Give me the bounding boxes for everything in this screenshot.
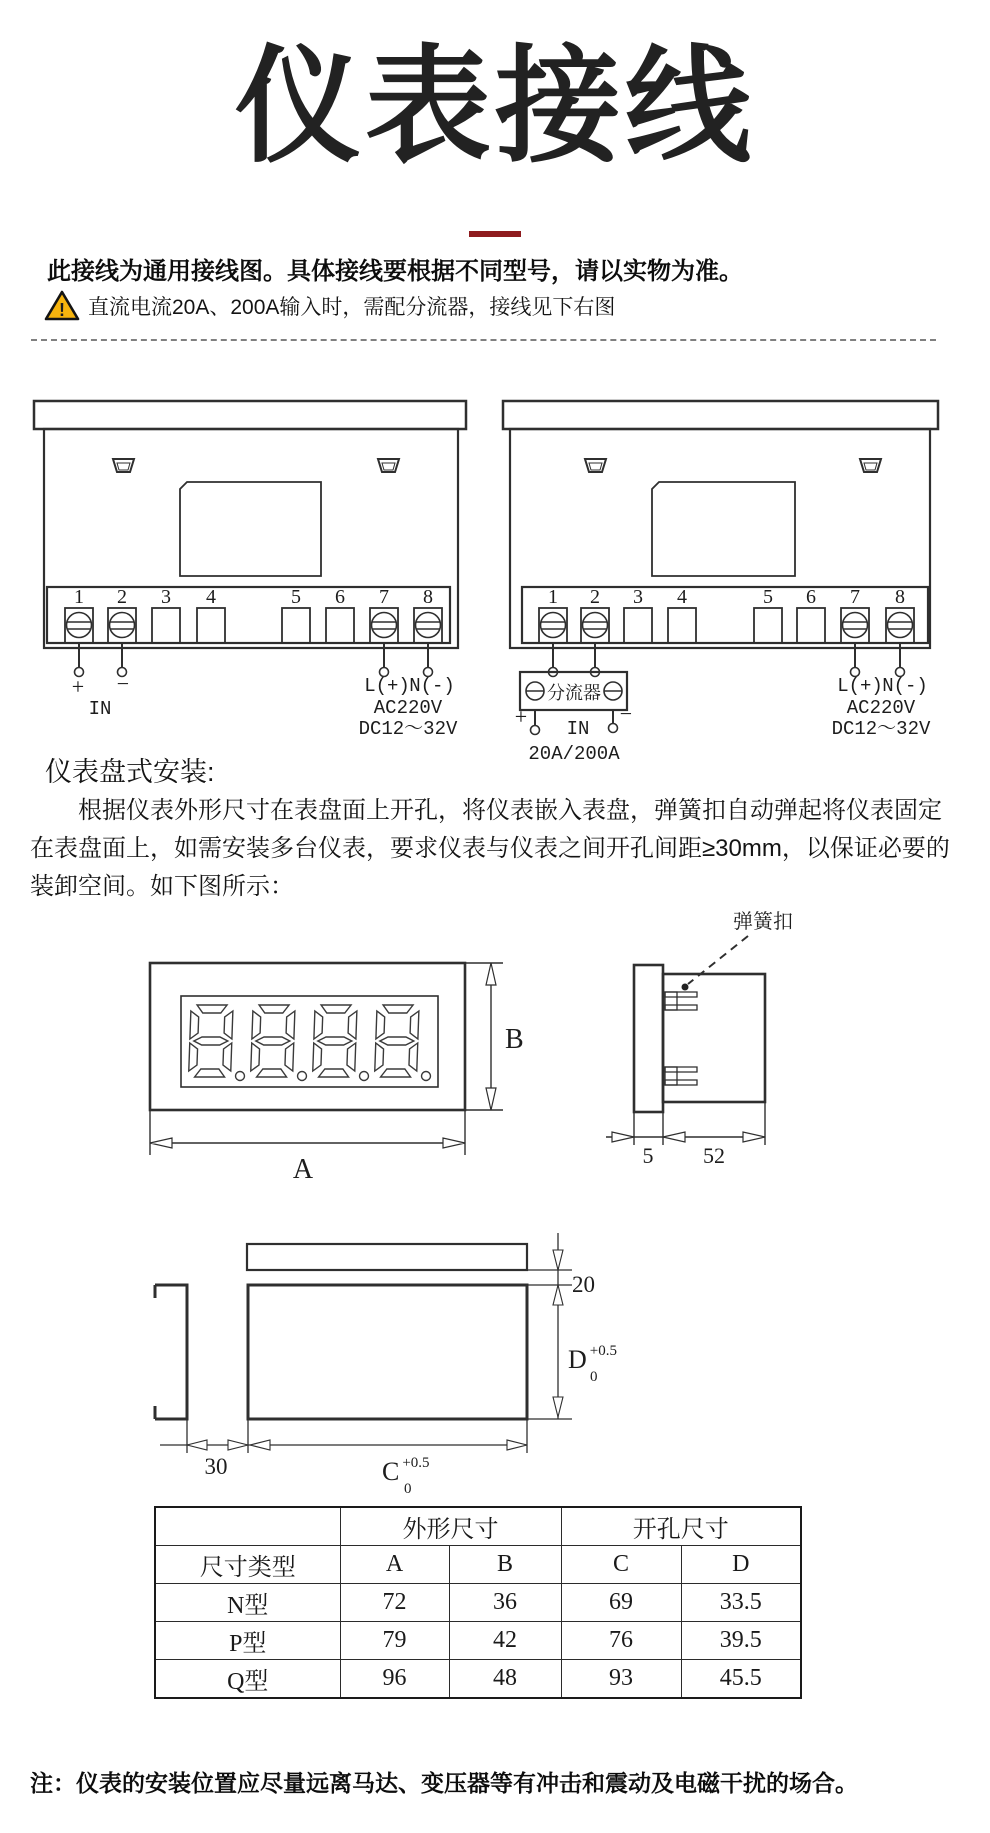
svg-text:L(+): L(+)	[837, 675, 883, 697]
svg-text:6: 6	[806, 586, 816, 608]
red-divider	[469, 231, 521, 237]
dim-depth-label: 52	[703, 1143, 725, 1168]
svg-text:7: 7	[850, 586, 860, 608]
row-header-label: 尺寸类型	[155, 1546, 340, 1584]
svg-text:N(-): N(-)	[409, 675, 455, 697]
svg-text:5: 5	[291, 586, 301, 608]
warning-row	[44, 290, 615, 322]
right-diagram-labels	[515, 675, 931, 765]
svg-text:6: 6	[335, 586, 345, 608]
warning-text: 直流电流20A、200A输入时，需配分流器，接线见下右图	[88, 296, 616, 319]
label-area	[180, 482, 321, 576]
svg-text:2: 2	[590, 586, 600, 608]
wiring-diagram-left	[28, 396, 473, 746]
svg-text:4: 4	[677, 586, 687, 608]
left-diagram-labels	[72, 671, 458, 740]
side-view-figure	[598, 898, 868, 1173]
svg-text:8: 8	[895, 586, 905, 608]
front-view-figure	[113, 950, 543, 1185]
svg-text:AC220V: AC220V	[373, 697, 443, 719]
dim-c-label: C $^{+0.5}$ 0	[382, 1455, 430, 1497]
table-row: P型 79 42 76 39.5	[155, 1622, 801, 1660]
svg-text:+: +	[514, 704, 528, 729]
svg-text:−: −	[116, 671, 130, 696]
svg-text:4: 4	[206, 586, 216, 608]
dim-vgap-label: 20	[572, 1272, 595, 1297]
svg-text:3: 3	[633, 586, 643, 608]
table-row: Q型 96 48 93 45.5	[155, 1660, 801, 1699]
svg-text:分流器: 分流器	[547, 683, 601, 703]
warning-icon	[44, 290, 80, 322]
dim-hgap-label: 30	[204, 1454, 228, 1479]
size-table	[154, 1506, 802, 1699]
svg-text:20A/200A: 20A/200A	[528, 743, 620, 765]
outline-group-header: 外形尺寸	[340, 1507, 561, 1546]
seven-segment-digits	[189, 1005, 420, 1077]
svg-text:5: 5	[763, 586, 773, 608]
svg-text:!: !	[59, 300, 65, 320]
terminal-strip	[522, 587, 928, 643]
dim-a-label: A	[292, 1154, 314, 1185]
table-row: N型 72 36 69 33.5	[155, 1584, 801, 1622]
table-column-header-row: 尺寸类型 A B C D	[155, 1546, 801, 1584]
svg-text:8: 8	[423, 586, 433, 608]
terminal-numbers	[548, 586, 905, 608]
terminal-numbers	[74, 586, 433, 608]
svg-text:IN: IN	[566, 718, 590, 740]
cutout-figure	[88, 1228, 643, 1503]
dashed-separator	[31, 339, 936, 341]
table-group-header-row	[155, 1507, 801, 1546]
svg-text:DC12～32V: DC12～32V	[831, 718, 931, 740]
svg-text:−: −	[619, 701, 633, 726]
svg-text:N(-): N(-)	[882, 675, 928, 697]
spring-clip-label: 弹簧扣	[733, 911, 793, 933]
svg-text:3: 3	[161, 586, 171, 608]
dim-b-label: B	[505, 1024, 524, 1055]
footer-note: 注：仪表的安装位置应尽量远离马达、变压器等有冲击和震动及电磁干扰的场合。	[30, 1770, 858, 1796]
dim-d-label: D $^{+0.5}$ 0	[568, 1343, 617, 1385]
wiring-diagram-right	[494, 396, 944, 771]
notice-text: 此接线为通用接线图。具体接线要根据不同型号，请以实物为准。	[47, 258, 743, 285]
cutout-group-header: 开孔尺寸	[561, 1507, 801, 1546]
svg-text:IN: IN	[88, 698, 112, 720]
panel-install-paragraph: 根据仪表外形尺寸在表盘面上开孔，将仪表嵌入表盘，弹簧扣自动弹起将仪表固定在表盘面上，如需安装多台仪表，要求仪表与仪表之间开孔间距≥30mm，以保证必要的装卸空间。如下图所示：	[30, 797, 950, 900]
svg-text:L(+): L(+)	[364, 675, 410, 697]
svg-text:DC12～32V: DC12～32V	[358, 718, 458, 740]
svg-text:1: 1	[548, 586, 558, 608]
display-window	[181, 996, 438, 1087]
empty-cell	[155, 1507, 340, 1546]
svg-text:2: 2	[117, 586, 127, 608]
page-title: 仪表接线	[235, 36, 755, 177]
svg-text:AC220V: AC220V	[846, 697, 916, 719]
dim-bezel-label: 5	[642, 1143, 654, 1168]
svg-text:7: 7	[379, 586, 389, 608]
svg-text:1: 1	[74, 586, 84, 608]
panel-install-heading: 仪表盘式安装:	[45, 757, 215, 787]
svg-text:+: +	[71, 674, 85, 699]
